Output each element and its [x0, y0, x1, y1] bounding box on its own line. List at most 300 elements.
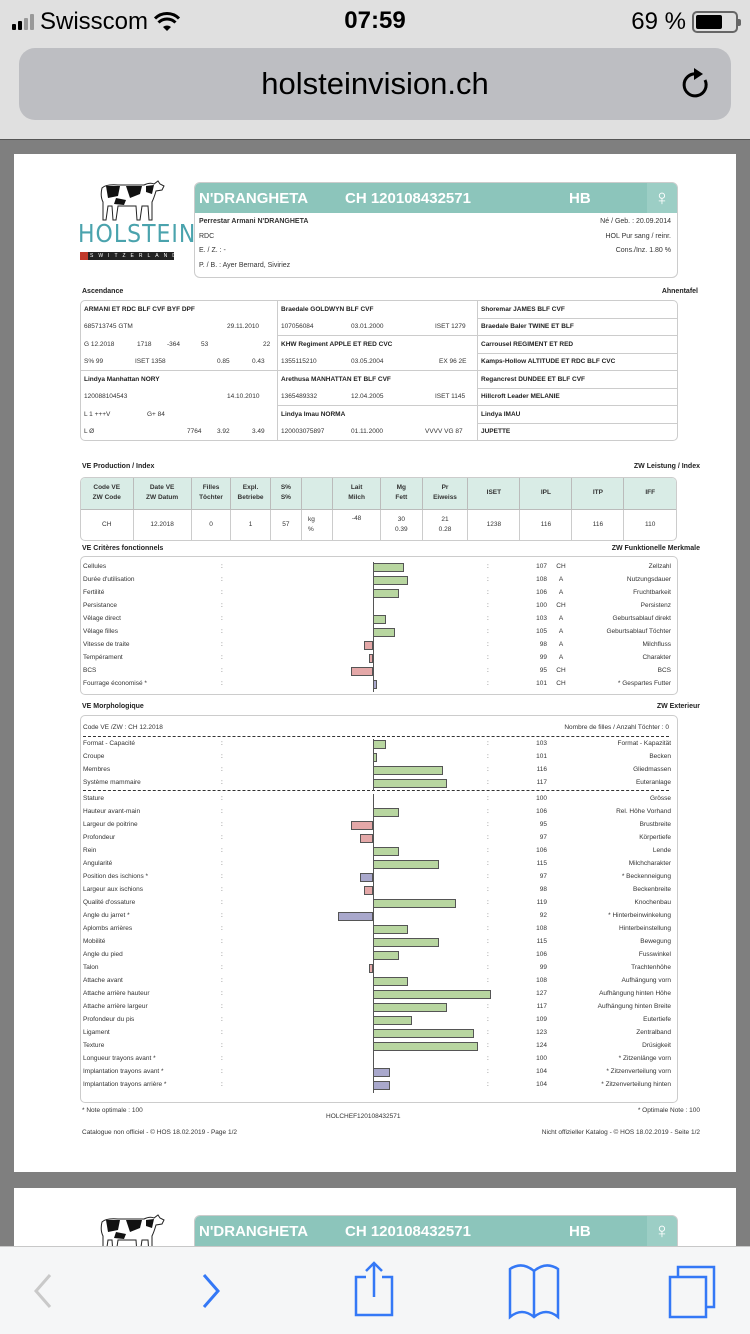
grandparent-date: 12.04.2005	[351, 393, 384, 400]
value-unit: kg %	[301, 509, 332, 540]
trait-row	[81, 793, 677, 806]
separator: :	[487, 925, 489, 932]
trait-label-de: Milchfluss	[642, 641, 671, 648]
cow-icon	[96, 1214, 166, 1246]
trait-bar	[373, 740, 386, 749]
trait-bar	[360, 873, 373, 882]
trait-base: A	[558, 641, 564, 648]
trait-bar	[373, 899, 456, 908]
sire-iset: ISET 1358	[135, 358, 166, 365]
trait-label-fr: Implantation trayons arrière *	[83, 1081, 167, 1088]
separator: :	[487, 680, 489, 687]
header-band	[195, 183, 677, 213]
browser-chrome	[0, 44, 750, 140]
trait-label-fr: Attache avant	[83, 977, 123, 984]
trait-row	[81, 910, 677, 923]
dam-milk: 7764	[187, 428, 202, 435]
sire-milk: 1718	[137, 341, 152, 348]
trait-bar	[373, 1029, 474, 1038]
trait-bar	[373, 951, 399, 960]
trait-label-fr: Cellules	[83, 563, 107, 570]
trait-bar	[364, 641, 373, 650]
birth-date: Né / Geb. : 20.09.2014	[600, 218, 671, 225]
trait-row	[81, 652, 677, 665]
code-line: Code VE /ZW : CH 12.2018	[83, 724, 163, 731]
separator: :	[487, 977, 489, 984]
separator: :	[221, 615, 223, 622]
grandparent-date: 01.11.2000	[351, 428, 384, 435]
value-iset: 1238	[468, 509, 520, 540]
reload-icon[interactable]	[679, 66, 713, 102]
grandparent-name: KHW Regiment APPLE ET RED CVC	[281, 341, 393, 348]
trait-label-de: Becken	[649, 753, 671, 760]
separator: :	[487, 615, 489, 622]
separator: :	[487, 766, 489, 773]
separator: :	[487, 1081, 489, 1088]
col-protein: Pr Eiweiss	[422, 478, 468, 509]
col-ipl: IPL	[520, 478, 572, 509]
trait-label-fr: Hauteur avant-main	[83, 808, 141, 815]
col-iset: ISET	[468, 478, 520, 509]
trait-base: A	[558, 576, 564, 583]
trait-row	[81, 600, 677, 613]
separator: :	[487, 899, 489, 906]
trait-label-fr: Attache arrière largeur	[83, 1003, 148, 1010]
animal-header-card-page2	[194, 1215, 678, 1246]
trait-row	[81, 988, 677, 1001]
separator: :	[221, 1042, 223, 1049]
share-icon[interactable]	[344, 1261, 404, 1321]
value-ipl: 116	[520, 509, 572, 540]
trait-base: CH	[556, 602, 566, 609]
great-grandparent: Shoremar JAMES BLF CVF	[481, 306, 565, 313]
dam-fat: 3.92	[217, 428, 230, 435]
separator: :	[221, 740, 223, 747]
trait-label-de: Aufhängung hinten Höhe	[599, 990, 671, 997]
grandparent-name: Braedale GOLDWYN BLF CVF	[281, 306, 374, 313]
grandparent-id: 1355115210	[281, 358, 317, 365]
trait-label-de: * Gespartes Futter	[617, 680, 671, 687]
trait-label-de: Brustbreite	[639, 821, 671, 828]
trait-label-fr: Persistance	[83, 602, 117, 609]
trait-label-de: Lende	[652, 847, 671, 854]
trait-label-de: Aufhängung vorn	[621, 977, 671, 984]
separator: :	[221, 628, 223, 635]
trait-value: 97	[539, 873, 547, 880]
grandparent-name: Lindya Imau NORMA	[281, 411, 346, 418]
separator: :	[221, 899, 223, 906]
trait-row	[81, 871, 677, 884]
sire-name: ARMANI ET RDC BLF CVF BYF DPF	[84, 306, 195, 313]
great-grandparent: Hillcroft Leader MELANIE	[481, 393, 560, 400]
trait-value: 104	[536, 1068, 547, 1075]
trait-label-de: Zentralband	[636, 1029, 671, 1036]
trait-row	[81, 1053, 677, 1066]
separator: :	[487, 912, 489, 919]
trait-base: A	[558, 628, 564, 635]
trait-value: 99	[539, 964, 547, 971]
grandparent-extra: VVVV VG 87	[425, 428, 463, 435]
col-iff: IFF	[624, 478, 676, 509]
trait-label-de: Knochenbau	[634, 899, 671, 906]
pdf-page-1	[14, 154, 736, 1172]
separator: :	[221, 1029, 223, 1036]
trait-bar	[373, 1068, 390, 1077]
trait-label-de: Zellzahl	[648, 563, 671, 570]
trait-bar	[373, 990, 491, 999]
sire-proof: G 12.2018	[84, 341, 115, 348]
value-reliability: 57	[270, 509, 301, 540]
trait-value: 103	[536, 740, 547, 747]
trait-bar	[364, 886, 373, 895]
separator: :	[221, 860, 223, 867]
trait-label-de: Bewegung	[640, 938, 671, 945]
separator: :	[487, 951, 489, 958]
trait-value: 101	[536, 680, 547, 687]
production-title-fr: VE Production / Index	[82, 463, 155, 470]
chart-axis	[373, 794, 374, 1093]
trait-label-fr: Stature	[83, 795, 104, 802]
pdf-viewer[interactable]	[0, 141, 750, 1246]
owner: P. / B. : Ayer Bernard, Siviriez	[199, 262, 291, 269]
dam-class: G+ 84	[147, 411, 165, 418]
separator: :	[487, 654, 489, 661]
grandparent-extra: ISET 1145	[435, 393, 466, 400]
trait-value: 106	[536, 847, 547, 854]
trait-row	[81, 975, 677, 988]
production-value-row	[81, 509, 676, 540]
grandparent-extra: ISET 1279	[435, 323, 466, 330]
address-bar[interactable]	[19, 48, 731, 120]
grandparent-extra: EX 96 2E	[439, 358, 467, 365]
trait-row	[81, 777, 677, 790]
trait-label-de: Körpertiefe	[639, 834, 671, 841]
url-text[interactable]: holsteinvision.ch	[261, 66, 489, 101]
catalog-code: HOLCHEF120108432571	[326, 1113, 401, 1120]
animal-header-card	[194, 182, 678, 278]
trait-label-fr: Vêlage filles	[83, 628, 119, 635]
functional-title-fr: VE Critères fonctionnels	[82, 545, 164, 552]
carrier: Swisscom	[40, 8, 149, 35]
trait-label-fr: Croupe	[83, 753, 105, 760]
col-herds: Expl. Betriebe	[231, 478, 271, 509]
sire-date: 29.11.2010	[227, 323, 260, 330]
trait-label-de: * Hinterbeinwinkelung	[608, 912, 671, 919]
value-fat: 30 0.39	[381, 509, 423, 540]
trait-base: CH	[556, 680, 566, 687]
code: RDC	[199, 233, 215, 240]
trait-value: 104	[536, 1081, 547, 1088]
value-herds: 1	[231, 509, 271, 540]
trait-value: 95	[539, 667, 547, 674]
note-fr: * Note optimale : 100	[82, 1107, 143, 1114]
trait-value: 108	[536, 576, 547, 583]
separator: :	[487, 641, 489, 648]
trait-row	[81, 574, 677, 587]
separator: :	[221, 779, 223, 786]
great-grandparent: JUPETTE	[481, 428, 511, 435]
pedigree-title-de: Ahnentafel	[661, 288, 698, 295]
separator: :	[221, 1016, 223, 1023]
trait-row	[81, 832, 677, 845]
animal-name: N'DRANGHETA	[199, 190, 309, 207]
separator: :	[221, 795, 223, 802]
col-daughters: Filles Töchter	[191, 478, 231, 509]
separator: :	[221, 680, 223, 687]
separator: :	[487, 886, 489, 893]
trait-label-de: Fusswinkel	[638, 951, 671, 958]
trait-value: 115	[536, 938, 547, 945]
separator: :	[221, 990, 223, 997]
trait-label-de: Gliedmassen	[633, 766, 671, 773]
trait-value: 117	[536, 1003, 547, 1010]
pdf-page-2	[14, 1188, 736, 1246]
trait-row	[81, 1040, 677, 1053]
trait-row	[81, 1027, 677, 1040]
separator: :	[487, 860, 489, 867]
trait-row	[81, 587, 677, 600]
trait-label-fr: Durée d'utilisation	[83, 576, 135, 583]
trait-value: 108	[536, 925, 547, 932]
trait-row	[81, 845, 677, 858]
separator: :	[221, 821, 223, 828]
trait-bar	[373, 589, 399, 598]
trait-label-fr: Fertilité	[83, 589, 105, 596]
trait-value: 101	[536, 753, 547, 760]
trait-bar	[373, 925, 408, 934]
value-code: CH	[81, 509, 133, 540]
trait-label-fr: Angle du jarret *	[83, 912, 130, 919]
grandparent-id: 120003075897	[281, 428, 325, 435]
trait-label-fr: BCS	[83, 667, 97, 674]
trait-bar	[373, 628, 395, 637]
dam-lact: L 1 +++V	[84, 411, 111, 418]
separator: :	[221, 912, 223, 919]
trait-row	[81, 626, 677, 639]
trait-value: 106	[536, 589, 547, 596]
trait-label-de: * Zitzenverteilung vorn	[606, 1068, 671, 1075]
trait-label-de: Rel. Höhe Vorhand	[616, 808, 671, 815]
trait-label-de: * Beckenneigung	[621, 873, 671, 880]
separator: :	[221, 766, 223, 773]
ez: E. / Z. : -	[199, 247, 226, 254]
trait-row	[81, 1001, 677, 1014]
dam-name: Lindya Manhattan NORY	[84, 376, 160, 383]
trait-label-fr: Vêlage direct	[83, 615, 121, 622]
trait-label-de: Grösse	[650, 795, 671, 802]
separator: :	[487, 808, 489, 815]
separator: :	[221, 977, 223, 984]
trait-value: 116	[536, 766, 547, 773]
separator: :	[221, 589, 223, 596]
great-grandparent: Lindya IMAU	[481, 411, 521, 418]
trait-bar	[373, 615, 386, 624]
functional-traits-box	[80, 556, 678, 695]
trait-bar	[338, 912, 373, 921]
separator: :	[221, 654, 223, 661]
separator: :	[487, 847, 489, 854]
header-band	[195, 1216, 677, 1246]
trait-value: 127	[536, 990, 547, 997]
separator: :	[487, 834, 489, 841]
dam-protein: 3.49	[252, 428, 265, 435]
trait-value: 100	[536, 1055, 547, 1062]
col-date: Date VE ZW Datum	[133, 478, 191, 509]
separator: :	[487, 667, 489, 674]
trait-row	[81, 738, 677, 751]
trait-bar	[373, 1003, 447, 1012]
separator: :	[487, 1068, 489, 1075]
trait-label-fr: Implantation trayons avant *	[83, 1068, 164, 1075]
trait-label-de: Beckenbreite	[633, 886, 671, 893]
separator: :	[221, 951, 223, 958]
separator: :	[487, 740, 489, 747]
note-de: * Optimale Note : 100	[637, 1107, 700, 1114]
trait-label-de: Aufhängung hinten Breite	[597, 1003, 671, 1010]
trait-label-fr: Angularité	[83, 860, 113, 867]
trait-label-de: Euteranlage	[635, 779, 671, 786]
production-table	[80, 477, 677, 541]
separator: :	[487, 821, 489, 828]
breed-code: HB	[569, 190, 591, 207]
morphology-title-de: ZW Exterieur	[656, 703, 700, 710]
footer-left: Catalogue non officiel - © HOS 18.02.2019 - Page 1/2	[82, 1129, 237, 1136]
separator: :	[487, 1029, 489, 1036]
trait-label-fr: Longueur trayons avant *	[83, 1055, 156, 1062]
trait-bar	[373, 766, 443, 775]
separator: :	[487, 964, 489, 971]
sire-protein: 53	[201, 341, 209, 348]
trait-label-de: * Zitzenverteilung hinten	[601, 1081, 671, 1088]
holstein-logo	[76, 180, 197, 264]
separator: :	[221, 576, 223, 583]
separator: :	[221, 834, 223, 841]
separator: :	[221, 808, 223, 815]
trait-bar	[373, 847, 399, 856]
trait-row	[81, 819, 677, 832]
value-daughters: 0	[191, 509, 231, 540]
trait-label-de: * Zitzenlänge vorn	[618, 1055, 671, 1062]
trait-base: A	[558, 615, 564, 622]
value-iff: 110	[645, 520, 656, 528]
trait-row	[81, 897, 677, 910]
separator: :	[221, 1081, 223, 1088]
trait-value: 106	[536, 808, 547, 815]
production-title-de: ZW Leistung / Index	[633, 463, 700, 470]
grandparent-date: 03.01.2000	[351, 323, 384, 330]
trait-bar	[373, 938, 439, 947]
trait-row	[81, 949, 677, 962]
tabs-icon[interactable]	[666, 1261, 726, 1321]
separator: :	[487, 779, 489, 786]
trait-base: CH	[556, 667, 566, 674]
trait-label-fr: Vitesse de traite	[83, 641, 130, 648]
cow-icon	[96, 180, 166, 224]
animal-id: CH 120108432571	[345, 190, 471, 207]
col-code: Code VE ZW Code	[81, 478, 133, 509]
trait-base: A	[558, 589, 564, 596]
trait-label-de: BCS	[657, 667, 671, 674]
trait-value: 123	[536, 1029, 547, 1036]
morphology-traits-box	[80, 715, 678, 1103]
separator: :	[221, 886, 223, 893]
trait-row	[81, 858, 677, 871]
morphology-title-fr: VE Morphologique	[82, 703, 144, 710]
trait-bar	[373, 779, 447, 788]
value-milk: -48	[333, 509, 381, 540]
value-itp: 116	[572, 509, 624, 540]
chart-axis	[373, 739, 374, 791]
female-icon: ♀	[647, 1216, 677, 1246]
trait-bar	[351, 667, 373, 676]
clock: 07:59	[344, 7, 406, 34]
trait-label-fr: Format - Capacité	[83, 740, 136, 747]
value-date: 12.2018	[133, 509, 191, 540]
chart-axis	[373, 562, 374, 692]
trait-bar	[373, 576, 408, 585]
female-icon: ♀	[647, 183, 677, 213]
footer-right: Nicht offizieller Katalog - © HOS 18.02.2019 - Seite 1/2	[541, 1129, 700, 1136]
divider	[83, 790, 669, 791]
trait-label-fr: Qualité d'ossature	[83, 899, 136, 906]
separator: :	[487, 795, 489, 802]
trait-label-fr: Membres	[83, 766, 111, 773]
separator: :	[221, 563, 223, 570]
trait-label-de: Geburtsablauf Töchter	[606, 628, 671, 635]
great-grandparent: Kamps-Hollow ALTITUDE ET RDC BLF CVC	[481, 358, 616, 365]
trait-bar	[373, 977, 408, 986]
sire-fat: -364	[167, 341, 181, 348]
forward-icon[interactable]	[180, 1261, 240, 1321]
trait-row	[81, 1014, 677, 1027]
separator: :	[221, 925, 223, 932]
trait-value: 119	[536, 899, 547, 906]
separator: :	[221, 641, 223, 648]
trait-label-de: Milchcharakter	[628, 860, 671, 867]
trait-bar	[373, 1081, 390, 1090]
trait-value: 106	[536, 951, 547, 958]
trait-label-de: Format - Kapazität	[617, 740, 671, 747]
great-grandparent: Carrousel REGIMENT ET RED	[481, 341, 574, 348]
separator: :	[487, 753, 489, 760]
separator: :	[221, 873, 223, 880]
trait-value: 124	[536, 1042, 547, 1049]
separator: :	[487, 1042, 489, 1049]
back-icon[interactable]	[14, 1261, 74, 1321]
separator: :	[487, 628, 489, 635]
logo-sub: SWITZERLAND	[80, 252, 174, 260]
trait-base: CH	[556, 563, 566, 570]
dam-date: 14.10.2010	[227, 393, 260, 400]
trait-bar	[360, 834, 373, 843]
great-grandparent: Regancrest DUNDEE ET BLF CVF	[481, 376, 586, 383]
trait-label-fr: Largeur aux ischions	[83, 886, 143, 893]
functional-title-de: ZW Funktionelle Merkmale	[611, 545, 700, 552]
grandparent-id: 1365489332	[281, 393, 318, 400]
separator: :	[221, 1003, 223, 1010]
status-bar	[0, 0, 750, 44]
bookmarks-icon[interactable]	[504, 1261, 564, 1321]
separator: :	[487, 563, 489, 570]
sire-p4: 22	[263, 341, 271, 348]
trait-label-de: Nutzungsdauer	[626, 576, 671, 583]
trait-value: 99	[539, 654, 547, 661]
pedigree-box	[80, 300, 678, 441]
trait-value: 105	[536, 628, 547, 635]
separator: :	[487, 1003, 489, 1010]
trait-value: 100	[536, 602, 547, 609]
trait-bar	[373, 860, 439, 869]
